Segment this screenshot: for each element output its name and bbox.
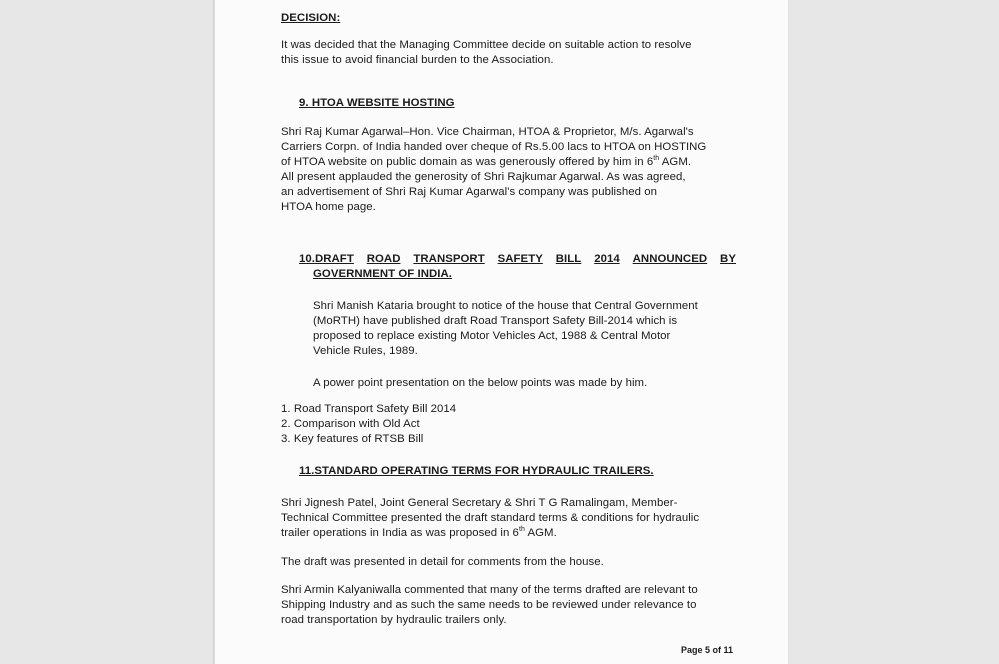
section-10-heading-word: ANNOUNCED <box>632 253 708 265</box>
section-10-heading-line-2: GOVERNMENT OF INDIA. <box>313 268 452 280</box>
section-10-para-line-2: (MoRTH) have published draft Road Transport Safety Bill-2014 which is <box>313 315 678 327</box>
section-10-heading-word: 10.DRAFT <box>299 253 354 265</box>
section-11-para-1-line-1: Shri Jignesh Patel, Joint General Secretary & Shri T G Ramalingam, Member- <box>281 497 678 509</box>
section-10-heading-word: BY <box>720 253 736 265</box>
section-11-para-3-line-2: Shipping Industry and as such the same needs to be reviewed under relevance to <box>281 599 697 611</box>
section-9-line-5: an advertisement of Shri Raj Kumar Agarwal's company was published on <box>281 186 658 198</box>
section-11-para-1-line-3 <box>281 526 557 540</box>
section-9-line-4: All present applauded the generosity of Shri Rajkumar Agarwal. As was agreed, <box>281 171 686 183</box>
section-11-para-1-line-2: Technical Committee presented the draft standard terms & conditions for hydraulic <box>281 512 700 524</box>
section-9-line-3 <box>281 155 691 169</box>
section-10-heading-word: TRANSPORT <box>413 253 485 265</box>
section-10-point-3: 3. Key features of RTSB Bill <box>281 433 424 445</box>
decision-line-1: It was decided that the Managing Committee decide on suitable action to resolve <box>281 39 692 51</box>
page-number: Page 5 of 11 <box>681 645 734 655</box>
section-10-heading-word: BILL <box>555 253 582 265</box>
section-9-line-6: HTOA home page. <box>281 201 376 213</box>
section-9-heading: 9. HTOA WEBSITE HOSTING <box>299 97 455 109</box>
section-10-para-line-4: Vehicle Rules, 1989. <box>313 345 418 357</box>
section-11-para-1-line-3-superscript: th <box>518 526 525 534</box>
section-10-heading-word: 2014 <box>594 253 620 265</box>
section-9-line-3-superscript: th <box>653 155 660 163</box>
page-fold-shadow <box>213 0 215 664</box>
decision-heading: DECISION: <box>281 12 341 24</box>
section-10-point-1: 1. Road Transport Safety Bill 2014 <box>281 403 457 415</box>
section-10-point-2: 2. Comparison with Old Act <box>281 418 420 430</box>
section-10-heading-word: ROAD <box>366 253 401 265</box>
decision-line-2: this issue to avoid financial burden to the Association. <box>281 54 554 66</box>
section-11-para-1-line-3-end: AGM. <box>524 527 557 539</box>
section-11-para-2: The draft was presented in detail for comments from the house. <box>281 556 604 568</box>
section-10-presentation-intro: A power point presentation on the below points was made by him. <box>313 377 648 389</box>
section-9-line-1: Shri Raj Kumar Agarwal–Hon. Vice Chairman, HTOA & Proprietor, M/s. Agarwal's <box>281 126 694 138</box>
section-11-para-3-line-3: road transportation by hydraulic trailers only. <box>281 614 507 626</box>
section-9-line-3-end: AGM. <box>659 156 692 168</box>
section-10-heading-word: SAFETY <box>497 253 543 265</box>
section-10-heading-line-1 <box>299 252 736 266</box>
section-10-para-line-3: proposed to replace existing Motor Vehicles Act, 1988 & Central Motor <box>313 330 671 342</box>
section-9-line-2: Carriers Corpn. of India handed over cheque of Rs.5.00 lacs to HTOA on HOSTING <box>281 141 707 153</box>
section-11-heading: 11.STANDARD OPERATING TERMS FOR HYDRAULIC TRAILERS. <box>299 465 654 477</box>
section-11-para-1-line-3-text: trailer operations in India as was proposed in 6 <box>281 527 519 539</box>
section-11-para-3-line-1: Shri Armin Kalyaniwalla commented that many of the terms drafted are relevant to <box>281 584 698 596</box>
section-9-line-3-text: of HTOA website on public domain as was generously offered by him in 6 <box>281 156 654 168</box>
document-page <box>213 0 788 664</box>
section-10-para-line-1: Shri Manish Kataria brought to notice of the house that Central Government <box>313 300 698 312</box>
